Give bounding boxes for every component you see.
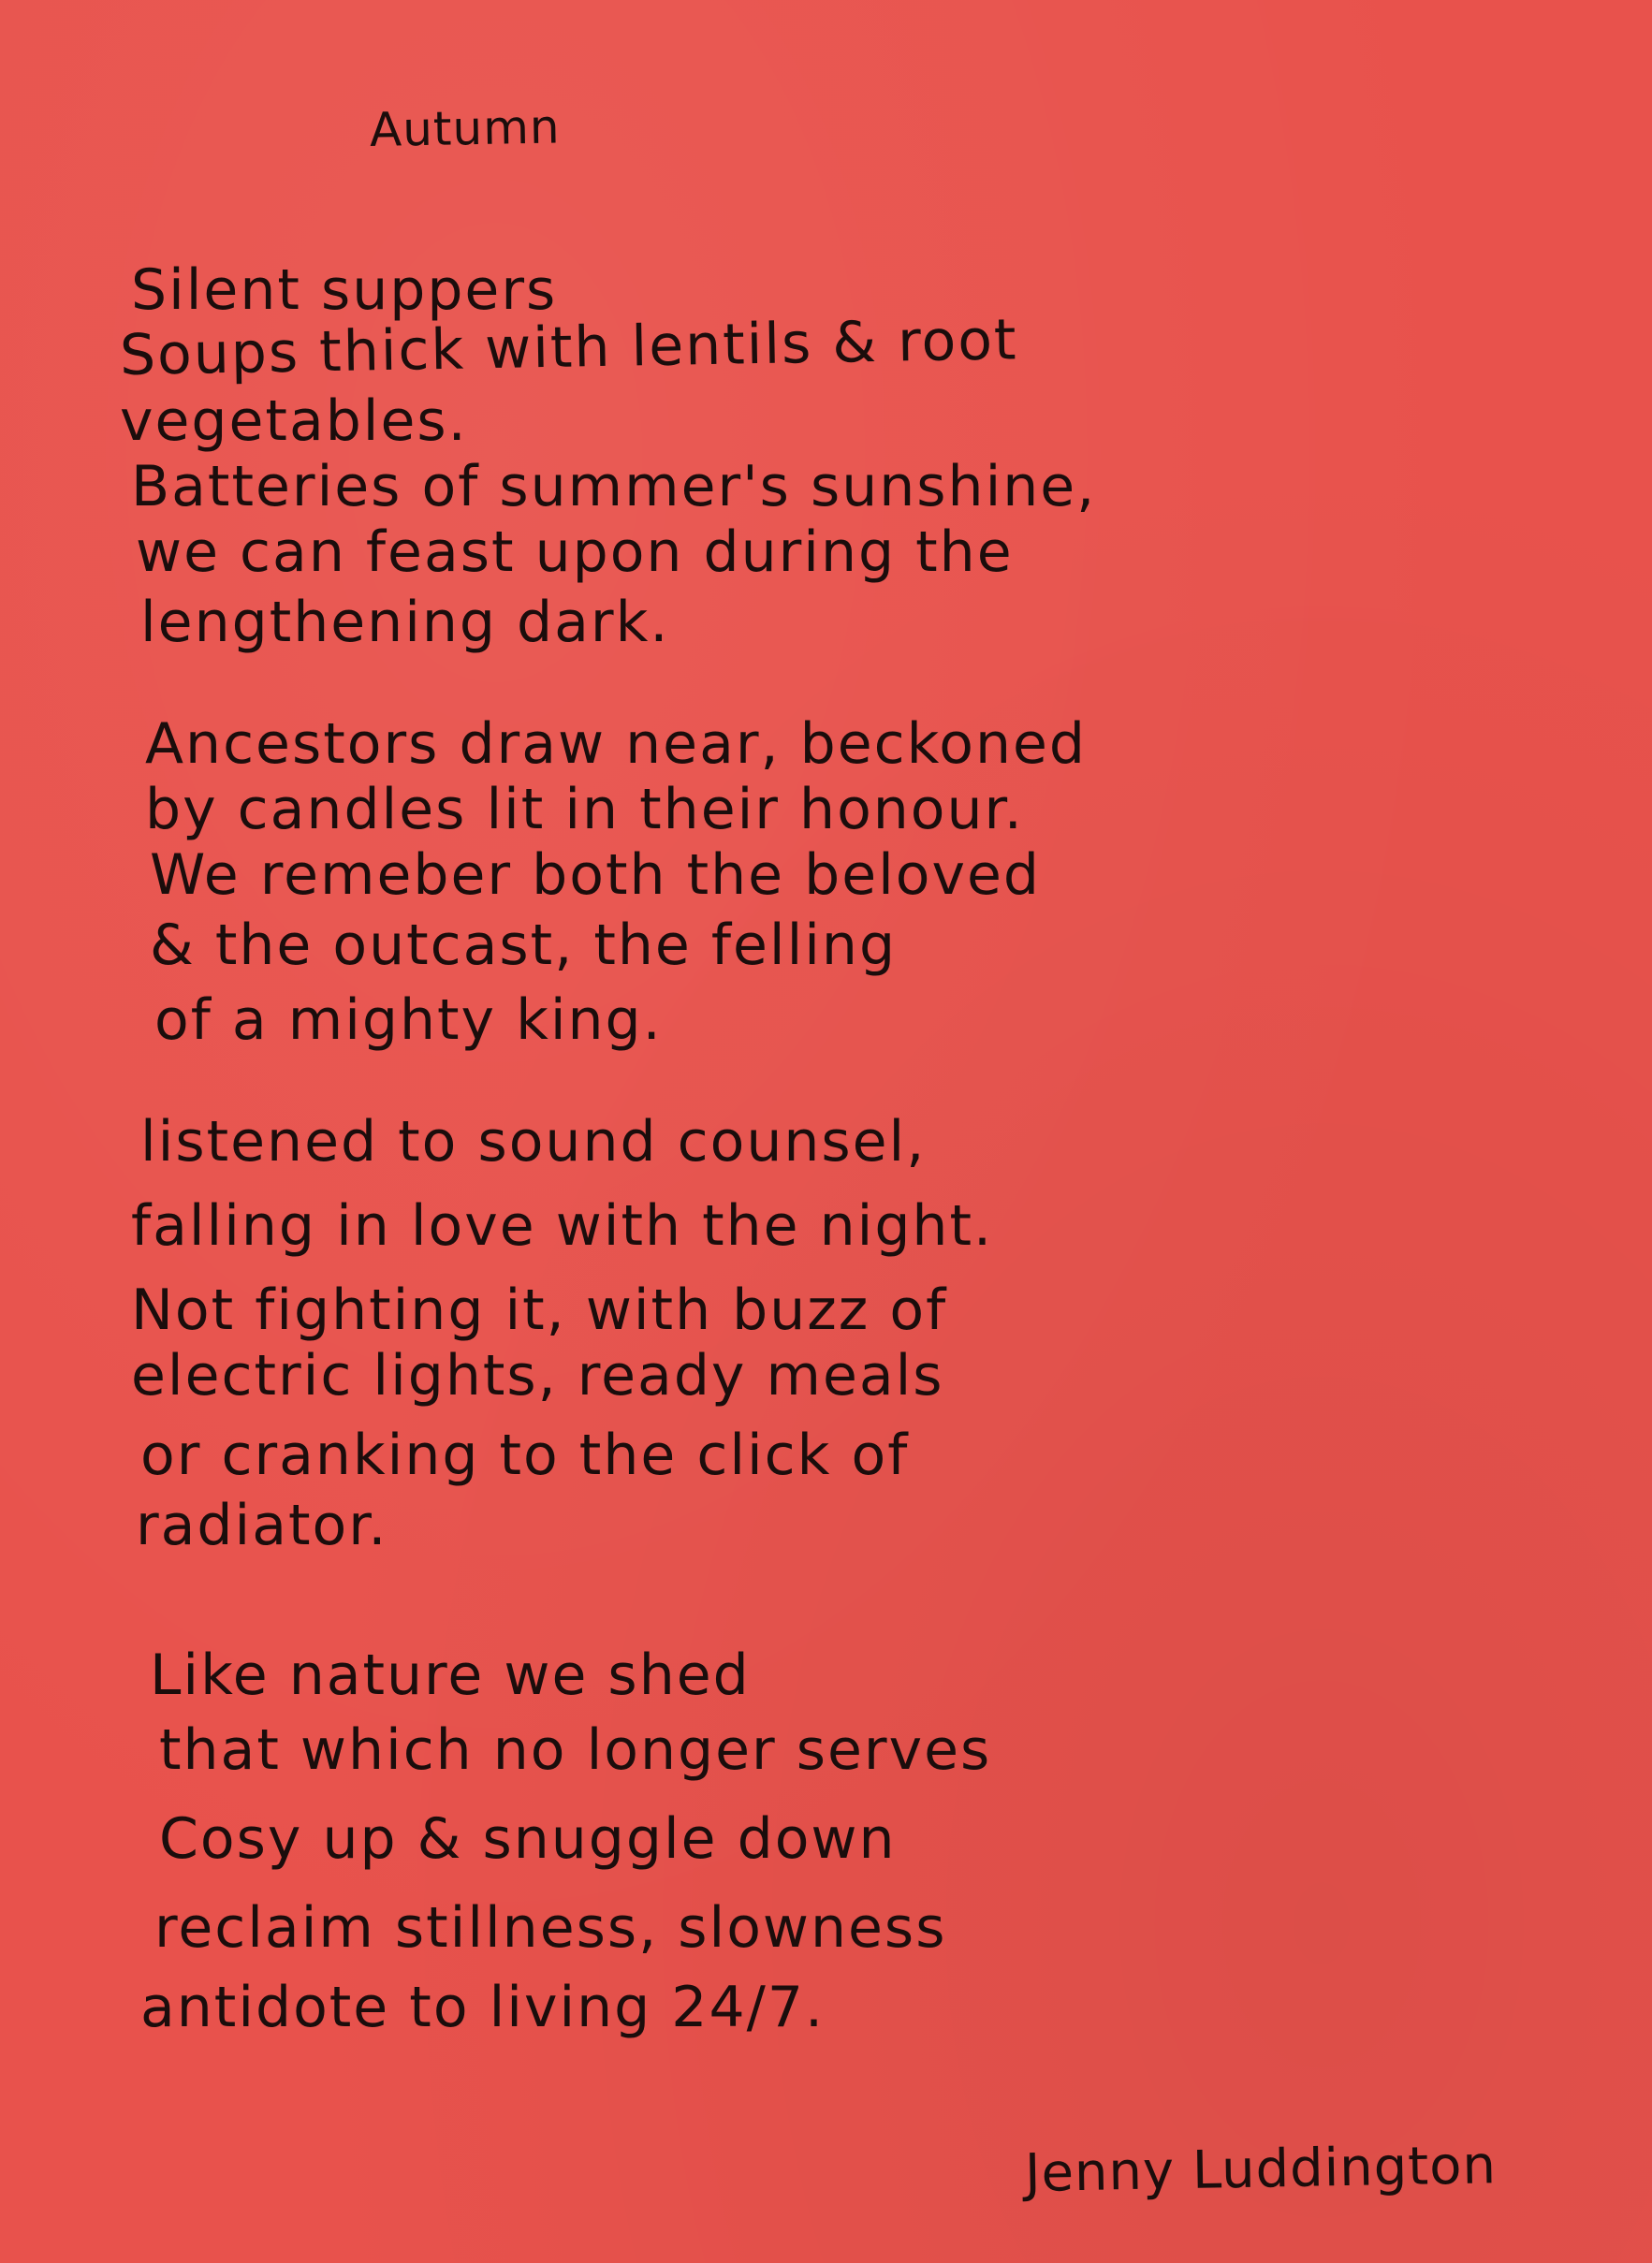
poem-title: Autumn — [369, 99, 562, 157]
poem-line: we can feast upon during the — [136, 519, 1014, 585]
poem-line: falling in love with the night. — [131, 1193, 994, 1259]
poem-line: radiator. — [136, 1493, 388, 1558]
poem-line: electric lights, ready meals — [131, 1343, 944, 1409]
poem-line: Silent suppers — [131, 257, 558, 323]
poem-line: vegetables. — [120, 388, 468, 454]
poem-line: lengthening dark. — [140, 590, 670, 655]
poem-line: Like nature we shed — [150, 1642, 751, 1708]
poem-line: Cosy up & snuggle down — [159, 1806, 897, 1872]
poem-line: reclaim stillness, slowness — [154, 1895, 947, 1961]
poem-line: We remeber both the beloved — [150, 842, 1042, 908]
poem-line: of a mighty king. — [154, 987, 663, 1053]
poem-line: & the outcast, the felling — [150, 912, 898, 978]
poem-line: Ancestors draw near, beckoned — [145, 711, 1087, 777]
author-signature: Jenny Luddington — [1024, 2135, 1498, 2204]
poem-line: or cranking to the click of — [140, 1423, 910, 1488]
poem-line: by candles lit in their honour. — [145, 777, 1024, 842]
poem-line: Soups thick with lentils & root — [119, 307, 1019, 388]
poem-line: Not fighting it, with buzz of — [131, 1278, 948, 1343]
poem-line: that which no longer serves — [159, 1717, 992, 1783]
poem-line: antidote to living 24/7. — [140, 1975, 826, 2040]
poem-line: Batteries of summer's sunshine, — [131, 454, 1097, 519]
poem-line: listened to sound counsel, — [140, 1109, 927, 1175]
